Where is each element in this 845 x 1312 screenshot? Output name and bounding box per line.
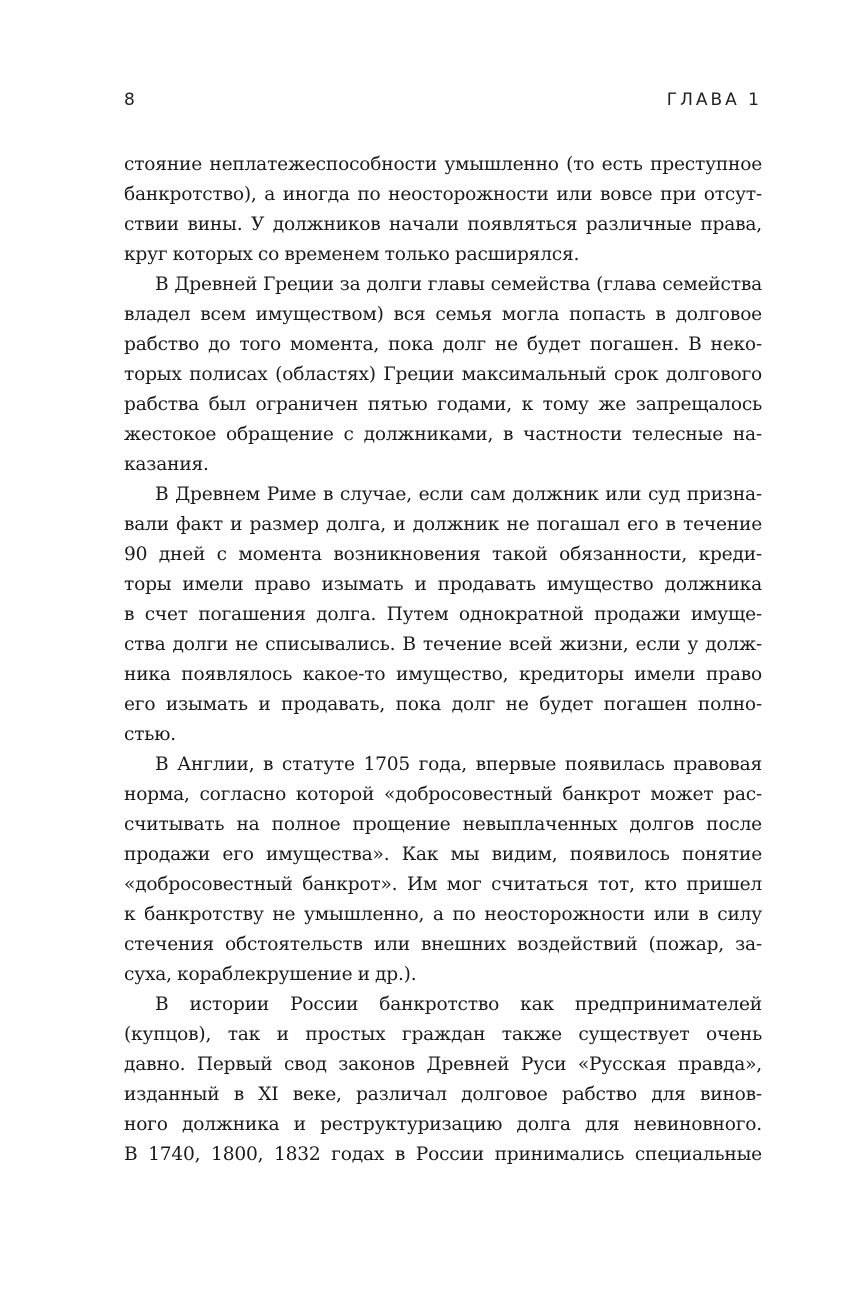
text-line: вали факт и размер долга, и должник не погашал его в течение: [124, 514, 762, 535]
text-line: (купцов), так и простых граждан также существует очень: [124, 1024, 762, 1045]
text-line: к банкротству не умышленно, а по неосторожности или в силу: [124, 904, 762, 925]
text-line: рабство до того момента, пока долг не будет погашен. В неко-: [124, 334, 762, 355]
text-line: ствии вины. У должников начали появляться различные права,: [124, 214, 762, 235]
paragraph: [124, 480, 762, 750]
text-line: В истории России банкротство как предпринимателей: [155, 994, 762, 1015]
text-line: его изымать и продавать, пока долг не будет погашен полно-: [124, 694, 762, 715]
text-line: стечения обстоятельств или внешних воздействий (пожар, за-: [124, 934, 762, 955]
text-line: стью.: [124, 724, 176, 745]
page-number: 8: [124, 90, 135, 110]
text-line: владел всем имуществом) вся семья могла попасть в долговое: [124, 304, 762, 325]
paragraph: [124, 150, 762, 270]
text-line: В Древнем Риме в случае, если сам должник или суд призна-: [155, 484, 762, 505]
text-line: изданный в XI веке, различал долговое рабство для винов-: [124, 1084, 762, 1105]
text-line: 90 дней с момента возникновения такой обязанности, креди-: [124, 544, 762, 565]
body-text: [124, 150, 762, 1170]
text-line: суха, кораблекрушение и др.).: [124, 964, 417, 985]
text-line: торы имели право изымать и продавать имущество должника: [124, 574, 762, 595]
text-line: торых полисах (областях) Греции максимальный срок долгового: [124, 364, 762, 385]
text-line: ника появлялось какое-то имущество, кредиторы имели право: [124, 664, 762, 685]
text-line: В Древней Греции за долги главы семейства (глава семейства: [155, 274, 762, 295]
text-line: в счет погашения долга. Путем однократной продажи имуще-: [124, 604, 762, 625]
paragraph: [124, 270, 762, 480]
text-line: круг которых со временем только расширялся.: [124, 244, 580, 265]
text-line: жестокое обращение с должниками, в частности телесные на-: [124, 424, 762, 445]
text-line: считывать на полное прощение невыплаченных долгов после: [124, 814, 762, 835]
text-line: рабства был ограничен пятью годами, к тому же запрещалось: [124, 394, 762, 415]
text-line: норма, согласно которой «добросовестный банкрот может рас-: [124, 784, 762, 805]
text-line: «добросовестный банкрот». Им мог считаться тот, кто пришел: [124, 874, 762, 895]
chapter-label: ГЛАВА 1: [666, 90, 762, 110]
text-line: продажи его имущества». Как мы видим, появилось понятие: [124, 844, 762, 865]
text-line: давно. Первый свод законов Древней Руси «Русская правда»,: [124, 1054, 762, 1075]
text-line: стояние неплатежеспособности умышленно (то есть преступное: [124, 154, 762, 175]
text-line: ства долги не списывались. В течение всей жизни, если у долж-: [124, 634, 762, 655]
text-line: банкротство), а иногда по неосторожности или вовсе при отсут-: [124, 184, 762, 205]
text-line: В Англии, в статуте 1705 года, впервые появилась правовая: [155, 754, 762, 775]
running-head: [124, 90, 762, 120]
text-line: В 1740, 1800, 1832 годах в России принимались специальные: [124, 1144, 762, 1165]
text-line: казания.: [124, 454, 209, 475]
text-line: ного должника и реструктуризацию долга для невиновного.: [124, 1114, 762, 1135]
paragraph: [124, 750, 762, 990]
paragraph: [124, 990, 762, 1170]
